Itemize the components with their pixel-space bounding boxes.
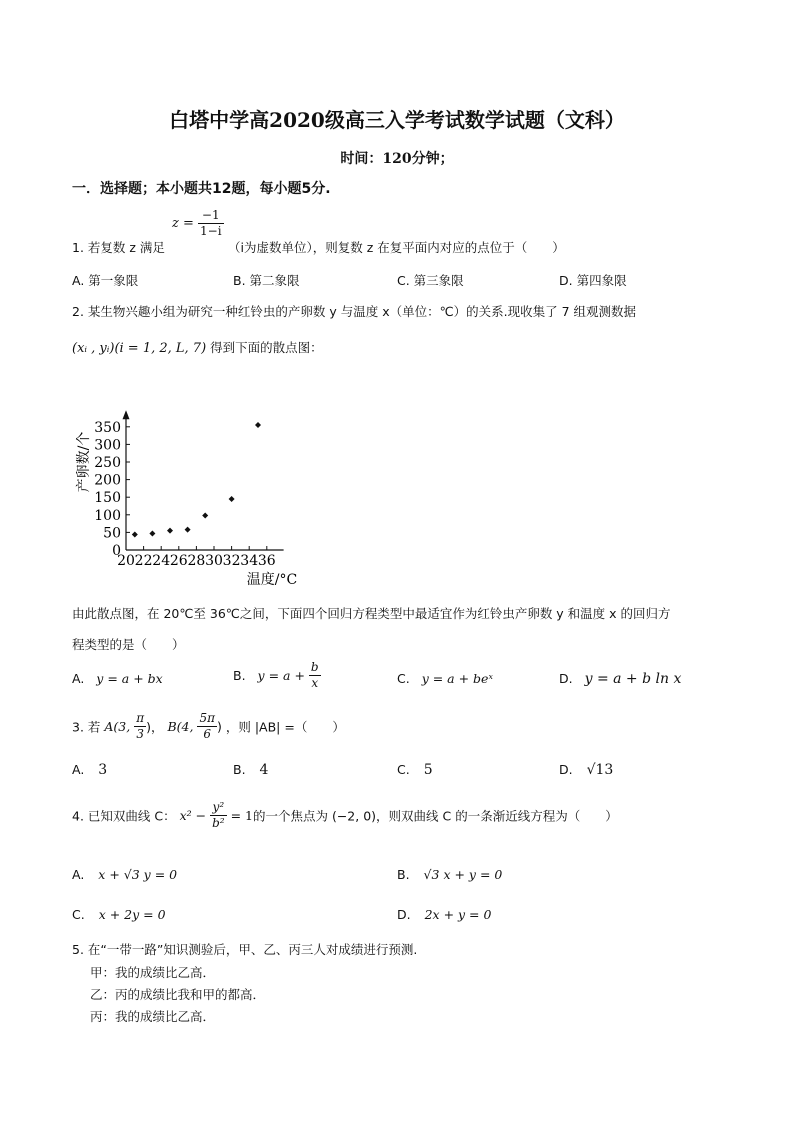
chart-x-tick-label: 32: [222, 553, 241, 569]
q2-line2-text: 得到下面的散点图：: [210, 340, 323, 355]
q1-option-a[interactable]: A. 第一象限: [72, 273, 139, 288]
q3-point-a: A(3,: [104, 719, 135, 734]
q2-option-a[interactable]: [72, 671, 163, 686]
q4-eq-denominator: b²: [212, 816, 225, 830]
q2-option-d-formula: y = a + b ln x: [584, 671, 682, 687]
q3-suffix: ，则 |AB| =（ ）: [225, 719, 345, 735]
q2-option-b-formula: y = a +: [257, 668, 305, 683]
q4-prefix: 4. 已知双曲线 C：: [72, 808, 176, 824]
q4-option-b-label: B.: [397, 867, 410, 882]
chart-y-tick-label: 100: [94, 507, 121, 524]
q1-formula-lhs: z =: [172, 216, 194, 231]
chart-data-point: [202, 513, 208, 519]
q1-option-c[interactable]: C. 第三象限: [397, 273, 464, 288]
chart-y-tick-label: 350: [94, 419, 121, 436]
chart-y-tick-label: 300: [94, 437, 121, 454]
q4-option-c[interactable]: [72, 907, 166, 922]
q1-formula-denominator: 1−i: [200, 224, 222, 238]
q4-option-d[interactable]: [397, 907, 491, 922]
q4-suffix: 的一个焦点为 (−2, 0)，则双曲线 C 的一条渐近线方程为（ ）: [252, 808, 618, 824]
chart-x-tick-label: 22: [134, 553, 153, 569]
q4-option-c-label: C.: [72, 907, 85, 922]
chart-data-point: [149, 530, 155, 536]
q4-eq-x: x² −: [179, 808, 207, 823]
q4-eq-numerator: y²: [210, 800, 227, 816]
chart-data-point: [229, 496, 235, 502]
chart-x-tick-label: 28: [187, 553, 206, 569]
q4-option-b[interactable]: [397, 867, 502, 882]
chart-x-tick-label: 20: [117, 553, 135, 569]
q3-stem: 3. 若 A(3, $\frac{\pi}{3}$ )， B(4, $\frac{5\pi}{6}$ ) ，则 |AB| =（ ）: [72, 711, 345, 741]
q1-option-b[interactable]: B. 第二象限: [233, 273, 300, 288]
q3-b-denominator: 6: [203, 727, 212, 741]
section-heading: 一．选择题；本小题共12题，每小题5分.: [72, 181, 331, 197]
q2-option-d[interactable]: [559, 671, 681, 687]
chart-y-tick-label: 200: [94, 472, 121, 489]
q3-prefix: 3. 若: [72, 719, 101, 735]
chart-axes: [123, 410, 284, 550]
chart-x-tick-label: 34: [240, 553, 259, 569]
q3-option-c-value: 5: [423, 762, 433, 778]
scatter-chart: [60, 366, 450, 592]
q4-eq-rhs: = 1: [230, 808, 253, 823]
q3-a-numerator: π: [136, 711, 145, 725]
q4-option-d-value: 2x + y = 0: [424, 907, 492, 922]
q5-statement-1: 甲：我的成绩比乙高．: [90, 965, 216, 980]
chart-x-tick-label: 26: [169, 553, 188, 569]
q3-option-d-label: D.: [559, 762, 573, 777]
q4-option-c-value: x + 2y = 0: [98, 907, 166, 922]
q2-data-formula: (xᵢ , yᵢ)(i = 1, 2, L, 7): [72, 341, 207, 356]
q3-option-c[interactable]: [397, 762, 433, 778]
q2-option-b-numerator: b: [310, 660, 319, 674]
q3-option-b[interactable]: [233, 762, 268, 778]
chart-y-tick-label: 150: [94, 490, 121, 507]
q5-intro: 5. 在“一带一路”知识测验后，甲、乙、丙三人对成绩进行预测.: [72, 942, 418, 957]
chart-x-axis-label: 温度/°C: [246, 572, 298, 588]
exam-time: 时间：120分钟；: [340, 151, 454, 167]
chart-y-tick-label: 250: [94, 455, 121, 471]
q1-formula-numerator: −1: [198, 208, 224, 224]
q1-suffix: （i为虚数单位），则复数 z 在复平面内对应的点位于（ ）: [228, 240, 565, 255]
q3-option-d[interactable]: [559, 762, 613, 778]
q2-option-a-formula: y = a + bx: [96, 671, 163, 686]
q3-option-b-label: B.: [233, 762, 246, 777]
q2-option-b-label: B.: [233, 668, 246, 683]
chart-ticks: [94, 420, 276, 569]
q3-point-b: B(4,: [167, 719, 198, 734]
q2-after-line2: 程类型的是（ ）: [72, 637, 185, 652]
q2-option-b-denominator: x: [311, 676, 319, 690]
q2-option-c[interactable]: [397, 671, 493, 686]
q2-option-b[interactable]: [233, 660, 321, 691]
chart-y-tick-label: 50: [103, 525, 121, 542]
q3-option-c-label: C.: [397, 762, 410, 777]
q3-option-a-value: 3: [98, 762, 108, 778]
page-title: 白塔中学高2020级高三入学考试数学试题（文科）: [169, 108, 625, 132]
q2-after-line1: 由此散点图，在 20℃至 36℃之间，下面四个回归方程类型中最适宜作为红铃虫产卵数 y 和温度 x 的回归方: [72, 606, 671, 621]
chart-points: [132, 422, 261, 537]
q1-formula: [172, 208, 224, 239]
chart-y-tick-label: 0: [112, 543, 121, 559]
q4-option-d-label: D.: [397, 907, 411, 922]
chart-x-tick-label: 36: [257, 553, 276, 569]
q2-line2: [72, 338, 323, 356]
chart-data-point: [255, 422, 261, 428]
q1-prefix: 1. 若复数 z 满足: [72, 240, 165, 255]
chart-data-point: [185, 527, 191, 533]
q4-option-a-value: x + √3 y = 0: [98, 867, 178, 882]
q4-option-a[interactable]: [72, 867, 177, 882]
q3-option-b-value: 4: [259, 762, 269, 778]
q5-statement-2: 乙：丙的成绩比我和甲的都高．: [90, 987, 266, 1002]
q2-option-c-label: C.: [397, 671, 410, 686]
chart-x-tick-label: 30: [205, 553, 223, 569]
q2-line1: 2. 某生物兴趣小组为研究一种红铃虫的产卵数 y 与温度 x（单位：℃）的关系.现收集了 7 组观测数据: [72, 304, 637, 319]
q5-statement-3: 丙：我的成绩比乙高．: [90, 1009, 216, 1024]
q3-option-a[interactable]: [72, 762, 107, 778]
chart-data-point: [167, 528, 173, 534]
q4-option-b-value: √3 x + y = 0: [423, 867, 503, 882]
chart-y-axis-label: 产卵数/个: [76, 431, 92, 493]
q3-option-d-value: √13: [586, 762, 614, 778]
q4-option-a-label: A.: [72, 867, 85, 882]
q3-option-a-label: A.: [72, 762, 85, 777]
q1-option-d[interactable]: D. 第四象限: [559, 273, 627, 288]
q2-option-d-label: D.: [559, 671, 573, 686]
chart-x-tick-label: 24: [152, 553, 171, 569]
q2-option-a-label: A.: [72, 671, 85, 686]
q3-a-denominator: 3: [136, 727, 144, 741]
q2-option-c-formula: y = a + beˣ: [421, 671, 493, 686]
chart-data-point: [132, 532, 138, 538]
q3-b-numerator: 5π: [199, 711, 215, 725]
chart-y-axis-arrow: [123, 410, 130, 419]
q4-stem: [72, 800, 618, 831]
